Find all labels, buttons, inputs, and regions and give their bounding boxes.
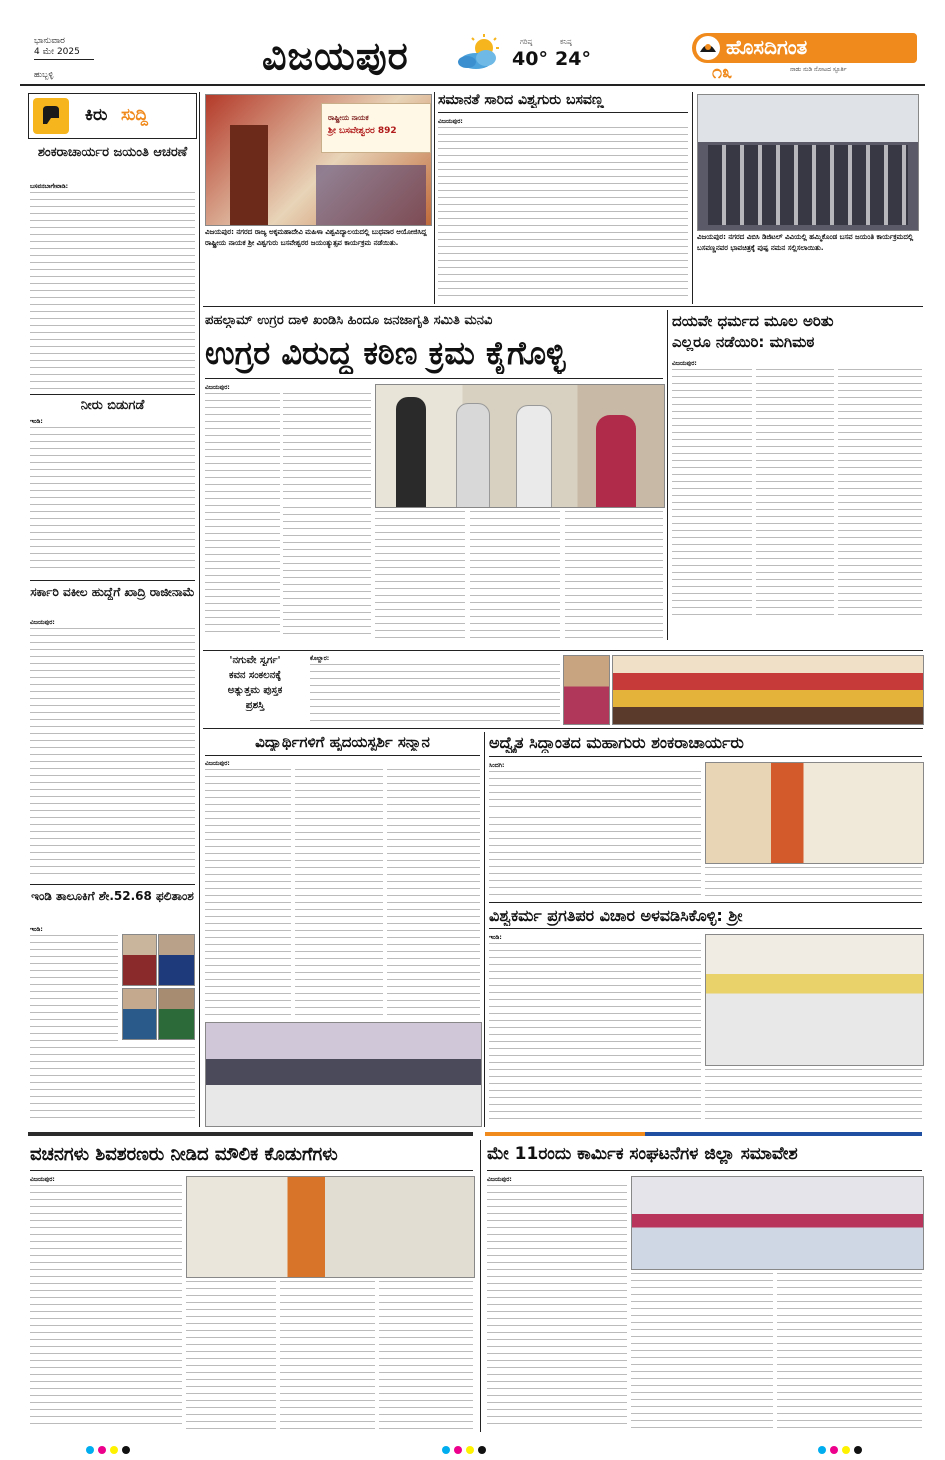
paper-logo-icon [696, 36, 720, 60]
samanate-lead: ವಿಜಯಪುರ: [438, 118, 463, 125]
advaita-ceremony-photo [705, 762, 924, 864]
may11-lead: ವಿಜಯಪುರ: [487, 1176, 512, 1183]
bottom-left-bar [28, 1132, 473, 1136]
kirusuddi-suffix: ಸುದ್ದಿ [121, 105, 148, 125]
sidebar-story1-lead: ಬಸವನಬಾಗೇವಾಡಿ: [30, 183, 69, 190]
registration-dot [854, 1446, 862, 1454]
registration-dot [466, 1446, 474, 1454]
naguve-poet-photo [563, 655, 610, 725]
daya-headline-line1: ದಯವೇ ಧರ್ಮದ ಮೂಲ ಅರಿತು [672, 312, 834, 330]
may11-body-col2 [631, 1272, 773, 1429]
lead-body-col2 [283, 392, 371, 502]
lead-body-col4 [470, 510, 560, 638]
daya-body-col2 [756, 368, 834, 616]
kirusuddi-icon [33, 98, 69, 134]
vachana-book-release-photo [186, 1176, 475, 1278]
naguve-body [310, 663, 560, 721]
lead-memorandum-photo [375, 384, 665, 508]
registration-dot [86, 1446, 94, 1454]
samanate-headline: ಸಮಾನತೆ ಸಾರಿದ ವಿಶ್ವಗುರು ಬಸವಣ್ಣ [438, 92, 604, 108]
advaita-body-col3 [705, 866, 922, 898]
may11-body-col3 [777, 1272, 922, 1429]
basava-event-photo [205, 94, 432, 226]
masthead [0, 0, 945, 82]
vachana-body-col3 [280, 1280, 375, 1429]
sidebar-story4-body-left [30, 934, 118, 1044]
bottom-right-bar-orange [485, 1132, 645, 1136]
registration-dot [98, 1446, 106, 1454]
may11-headline: ಮೇ 11ರಂದು ಕಾರ್ಮಿಕ ಸಂಘಟನೆಗಳ ಜಿಲ್ಲಾ ಸಮಾವೇಶ [487, 1144, 798, 1164]
students-body-col2 [295, 768, 383, 1018]
student-photo-2 [158, 934, 195, 986]
max-temp: 40° [512, 48, 548, 70]
masthead-day: ಭಾನುವಾರ [34, 36, 65, 46]
page-number: ೧೩ [712, 62, 733, 83]
vishwakarma-body-col2 [705, 1068, 922, 1125]
cultural-event-photo [612, 655, 924, 725]
student-photo-4 [158, 988, 195, 1040]
may11-body-col1 [487, 1184, 627, 1429]
vachana-body-col2 [186, 1280, 276, 1429]
naguve-lead: ಕೊಲ್ಹಾರ: [310, 655, 330, 662]
masthead-date: 4 ಮೇ 2025 [34, 47, 80, 57]
vishwakarma-body-col1 [489, 942, 701, 1125]
max-temp-label: ಗರಿಷ್ಠ [520, 38, 533, 46]
masthead-date-rule [34, 59, 94, 60]
masthead-title: ವಿಜಯಪುರ [262, 34, 409, 78]
registration-dot [478, 1446, 486, 1454]
registration-dot [110, 1446, 118, 1454]
masthead-rule [20, 84, 925, 86]
naguve-headline-4: ಪ್ರಶಸ್ತಿ [245, 700, 265, 711]
advaita-body-col1 [489, 770, 701, 812]
student-photo-1 [122, 934, 157, 986]
vachana-headline: ವಚನಗಳು ಶಿವಶರಣರು ನೀಡಿದ ಮೌಲಿಕ ಕೊಡುಗೆಗಳು [30, 1144, 338, 1165]
lead-kicker: ಪಹಲ್ಗಾಮ್ ಉಗ್ರರ ದಾಳಿ ಖಂಡಿಸಿ ಹಿಂದೂ ಜನಜಾಗೃತಿ ಸಮಿತಿ ಮನವಿ [205, 313, 493, 328]
vbc-university-photo [697, 94, 919, 231]
lead-lead: ವಿಜಯಪುರ: [205, 384, 230, 391]
basava-event-caption: ವಿಜಯಪುರ: ನಗರದ ರಾಜ್ಯ ಅಕ್ಕಮಹಾದೇವಿ ಮಹಿಳಾ ವಿಶ್ವವಿದ್ಯಾಲಯದಲ್ಲಿ ಬುಧವಾರ ಆಯೋಜಿಸಿದ್ದ ರಾಷ್ಟ್ರೀಯ ನಾಯಕ ಶ್ರೀ ವಿಶ್ವಗುರು ಬಸವೇಶ್ವರರ ಜಯಂತ್ಯುತ್ಸವ ಕಾರ್ಯಕ್ರಮ ನಡೆಯಿತು. [205, 228, 427, 247]
students-felicitation-photo [205, 1022, 482, 1127]
daya-body-col1 [672, 368, 752, 616]
weather-icon [452, 34, 506, 74]
daya-lead: ವಿಜಯಪುರ: [672, 360, 697, 367]
event-banner-line1: ರಾಷ್ಟ್ರೀಯ ನಾಯಕ [328, 114, 369, 122]
masthead-city: ಹುಬ್ಬಳ್ಳಿ [34, 70, 54, 79]
sidebar-story3-body [30, 627, 195, 877]
lead-body-col3 [375, 510, 465, 638]
sidebar-story2-body [30, 426, 195, 574]
naguve-headline-1: 'ನಗುವೇ ಸ್ವರ್ಗ' [229, 655, 281, 666]
students-headline: ವಿದ್ಯಾರ್ಥಿಗಳಿಗೆ ಹೃದಯಸ್ಪರ್ಶಿ ಸನ್ಮಾನ [255, 733, 430, 751]
samanate-body [438, 126, 688, 302]
lead-body-col2b [283, 506, 371, 638]
registration-dot [842, 1446, 850, 1454]
lead-body-col5 [565, 510, 663, 638]
kirusuddi-prefix: ಕಿರು [85, 105, 108, 125]
registration-dot [442, 1446, 450, 1454]
sidebar-story4-headline: ಇಂಡಿ ತಾಲೂಕಿಗೆ ಶೇ.52.68 ಫಲಿತಾಂಶ [31, 889, 194, 903]
advaita-body-col2 [489, 816, 701, 898]
sidebar-story3-headline: ಸರ್ಕಾರಿ ವಕೀಲ ಹುದ್ದೆಗೆ ಖಾದ್ರಿ ರಾಜೀನಾಮೆ [30, 585, 195, 599]
sidebar-story3-lead: ವಿಜಯಪುರ: [30, 619, 55, 626]
daya-headline-line2: ಎಲ್ಲರೂ ನಡೆಯಿರಿ: ಮಗಿಮಠ [672, 333, 815, 351]
daya-body-col3 [838, 368, 922, 616]
min-temp-label: ಕನಿಷ್ಠ [560, 38, 572, 46]
vbc-university-caption: ವಿಜಯಪುರ: ನಗರದ ವಿಬಿಸಿ ಡಿಜಿಟಲ್ ವಿವಿಯಲ್ಲಿ ಹಮ್ಮಿಕೊಂಡ ಬಸವ ಜಯಂತಿ ಕಾರ್ಯಕ್ರಮದಲ್ಲಿ ಬಸವಣ್ಣನವರ ಭಾವಚಿತ್ರಕ್ಕೆ ಪುಷ್ಪ ನಮನ ಸಲ್ಲಿಸಲಾಯಿತು. [697, 233, 914, 252]
paper-tagline: ನಾಡು ನುಡಿ ನೋಟದ ಸ್ಫೂರ್ತಿ [790, 66, 847, 73]
lead-body-col1 [205, 392, 280, 638]
sidebar-story2-headline: ನೀರು ಬಿಡುಗಡೆ [80, 398, 145, 413]
students-body-col1 [205, 768, 291, 1018]
students-body-col3 [387, 768, 480, 1018]
registration-dot [122, 1446, 130, 1454]
kirusuddi-box [28, 93, 197, 139]
registration-dot [830, 1446, 838, 1454]
sidebar-story1-headline: ಶಂಕರಾಚಾರ್ಯರ ಜಯಂತಿ ಆಚರಣೆ [37, 145, 188, 160]
sidebar-story4-lead: ಇಂಡಿ: [30, 926, 43, 933]
advaita-headline: ಅದ್ವೈತ ಸಿದ್ಧಾಂತದ ಮಹಾಗುರು ಶಂಕರಾಚಾರ್ಯರು [489, 733, 744, 752]
registration-dot [454, 1446, 462, 1454]
vishwakarma-event-photo [705, 934, 924, 1066]
bottom-right-bar-blue [645, 1132, 922, 1136]
vachana-lead: ವಿಜಯಪುರ: [30, 1176, 55, 1183]
naguve-headline-3: ಅತ್ಯುತ್ತಮ ಪುಸ್ತಕ [227, 685, 283, 696]
event-banner [321, 103, 431, 153]
vachana-body-col4 [379, 1280, 473, 1429]
vishwakarma-headline: ವಿಶ್ವಕರ್ಮ ಪ್ರಗತಿಪರ ವಿಚಾರ ಅಳವಡಿಸಿಕೊಳ್ಳಿ: ಶ್ರೀ [489, 906, 743, 925]
students-lead: ವಿಜಯಪುರ: [205, 760, 230, 767]
lead-headline: ಉಗ್ರರ ವಿರುದ್ಧ ಕಠಿಣ ಕ್ರಮ ಕೈಗೊಳ್ಳಿ [205, 334, 566, 372]
student-photo-3 [122, 988, 157, 1040]
event-banner-line2: ಶ್ರೀ ಬಸವೇಶ್ವರರ 892 [328, 126, 397, 136]
paper-logo [692, 33, 917, 63]
may11-meeting-photo [631, 1176, 924, 1270]
naguve-headline-2: ಕವನ ಸಂಕಲನಕ್ಕೆ [228, 670, 282, 681]
sidebar-story2-lead: ಇಂಡಿ: [30, 418, 43, 425]
registration-dot [818, 1446, 826, 1454]
vishwakarma-lead: ಇಂಡಿ: [489, 934, 502, 941]
advaita-lead: ಸಿಂದಗಿ: [489, 762, 505, 769]
sidebar-story4-body-bottom [30, 1046, 195, 1121]
vachana-body-col1 [30, 1184, 182, 1429]
min-temp: 24° [555, 48, 591, 70]
sidebar-story1-body [30, 191, 195, 391]
paper-name: ಹೊಸದಿಗಂತ [726, 35, 808, 59]
